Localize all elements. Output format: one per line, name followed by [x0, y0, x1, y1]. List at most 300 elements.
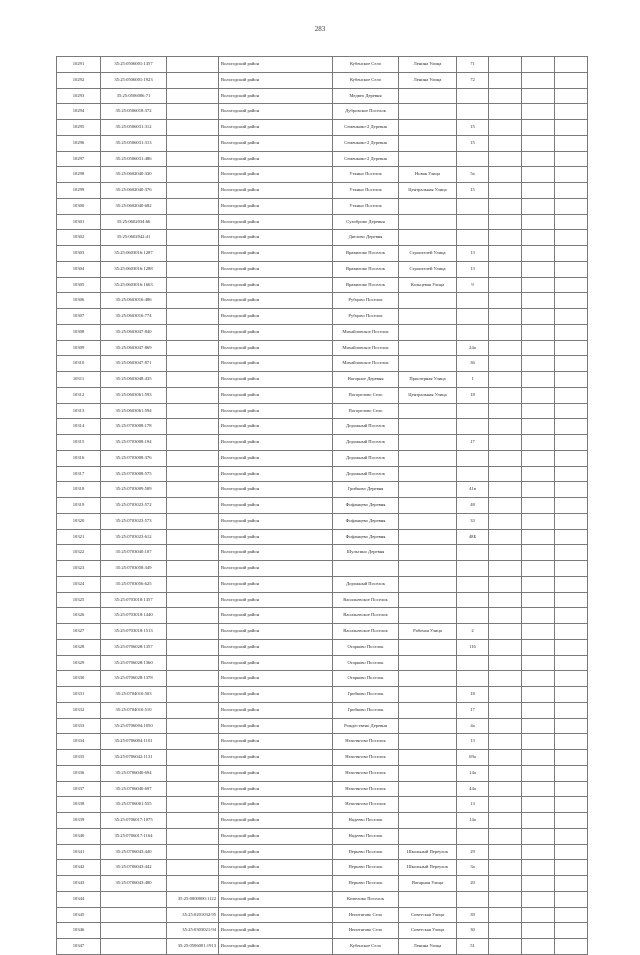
house-number-cell: 69а — [457, 750, 489, 766]
table-row — [57, 356, 588, 372]
empty-cell — [489, 907, 522, 923]
locality-cell: Уткино Поселок — [333, 167, 399, 183]
cadastral-number-alt-cell — [167, 876, 219, 892]
record-number-cell: 10333 — [57, 718, 101, 734]
street-cell: Кольцевая Улица — [399, 277, 457, 293]
record-number-cell: 10335 — [57, 750, 101, 766]
empty-cell — [555, 57, 588, 73]
empty-cell — [555, 765, 588, 781]
record-number-cell: 10347 — [57, 939, 101, 955]
empty-cell — [555, 403, 588, 419]
record-number-cell: 10291 — [57, 57, 101, 73]
empty-cell — [555, 435, 588, 451]
empty-cell — [489, 797, 522, 813]
cadastral-number-alt-cell — [167, 324, 219, 340]
empty-cell — [489, 372, 522, 388]
house-number-cell — [457, 104, 489, 120]
cadastral-number-cell: 35:25:0603061:594 — [101, 403, 167, 419]
table-row — [57, 781, 588, 797]
district-cell: Вологодский район — [219, 797, 333, 813]
empty-cell — [489, 340, 522, 356]
cadastral-number-cell: 35:25:0506001:1923 — [101, 72, 167, 88]
cadastral-number-cell: 35:25:0506018:372 — [101, 104, 167, 120]
registry-table — [56, 56, 588, 955]
table-row — [57, 293, 588, 309]
locality-cell: Семенково-2 Деревня — [333, 135, 399, 151]
house-number-cell — [457, 293, 489, 309]
house-number-cell: 9 — [457, 277, 489, 293]
empty-cell — [489, 482, 522, 498]
locality-cell: Непотягово Поселок — [333, 781, 399, 797]
cadastral-number-cell: 35:25:0603016:1288 — [101, 261, 167, 277]
district-cell: Вологодский район — [219, 261, 333, 277]
table-row — [57, 246, 588, 262]
table-row — [57, 450, 588, 466]
empty-cell — [555, 167, 588, 183]
cadastral-number-cell: 35:25:0602034:66 — [101, 214, 167, 230]
record-number-cell: 10310 — [57, 356, 101, 372]
street-cell: Строителей Улица — [399, 261, 457, 277]
locality-cell: Погорелово Село — [333, 387, 399, 403]
table-row — [57, 324, 588, 340]
empty-cell — [522, 781, 555, 797]
empty-cell — [522, 482, 555, 498]
cadastral-number-cell — [101, 907, 167, 923]
house-number-cell: 48 — [457, 498, 489, 514]
cadastral-number-alt-cell — [167, 372, 219, 388]
district-cell: Вологодский район — [219, 592, 333, 608]
house-number-cell — [457, 450, 489, 466]
cadastral-number-alt-cell — [167, 183, 219, 199]
cadastral-number-alt-cell — [167, 702, 219, 718]
cadastral-number-alt-cell — [167, 309, 219, 325]
house-number-cell: 4а — [457, 718, 489, 734]
street-cell: Ватарная Улица — [399, 876, 457, 892]
empty-cell — [489, 120, 522, 136]
record-number-cell: 10318 — [57, 482, 101, 498]
street-cell: Приозерная Улица — [399, 372, 457, 388]
district-cell: Вологодский район — [219, 198, 333, 214]
district-cell: Вологодский район — [219, 419, 333, 435]
cadastral-number-alt-cell — [167, 151, 219, 167]
cadastral-number-cell: 35:25:0506031:313 — [101, 135, 167, 151]
empty-cell — [489, 844, 522, 860]
empty-cell — [522, 513, 555, 529]
cadastral-number-alt-cell: 35:25:0201032:95 — [167, 907, 219, 923]
street-cell — [399, 293, 457, 309]
record-number-cell: 10331 — [57, 687, 101, 703]
table-row — [57, 734, 588, 750]
record-number-cell: 10320 — [57, 513, 101, 529]
street-cell — [399, 419, 457, 435]
cadastral-number-alt-cell — [167, 734, 219, 750]
district-cell: Вологодский район — [219, 498, 333, 514]
house-number-cell: 41в — [457, 482, 489, 498]
street-cell — [399, 734, 457, 750]
house-number-cell: 13 — [457, 246, 489, 262]
house-number-cell — [457, 592, 489, 608]
locality-cell: Семенково-2 Деревня — [333, 151, 399, 167]
cadastral-number-alt-cell — [167, 860, 219, 876]
empty-cell — [489, 592, 522, 608]
cadastral-number-cell: 35:25:0703008:178 — [101, 419, 167, 435]
cadastral-number-cell: 35:25:0706040:694 — [101, 765, 167, 781]
empty-cell — [555, 907, 588, 923]
house-number-cell — [457, 309, 489, 325]
empty-cell — [522, 876, 555, 892]
record-number-cell: 10322 — [57, 545, 101, 561]
cadastral-number-alt-cell — [167, 639, 219, 655]
locality-cell: Непотягово Село — [333, 923, 399, 939]
table-row — [57, 72, 588, 88]
empty-cell — [489, 687, 522, 703]
empty-cell — [489, 513, 522, 529]
house-number-cell: 13 — [457, 734, 489, 750]
district-cell: Вологодский район — [219, 151, 333, 167]
record-number-cell: 10317 — [57, 466, 101, 482]
cadastral-number-cell: 35:25:0703056:625 — [101, 576, 167, 592]
locality-cell: Дорожный Поселок — [333, 450, 399, 466]
house-number-cell: 48Б — [457, 529, 489, 545]
empty-cell — [555, 419, 588, 435]
empty-cell — [489, 466, 522, 482]
street-cell — [399, 513, 457, 529]
house-number-cell: 72 — [457, 72, 489, 88]
cadastral-number-alt-cell — [167, 828, 219, 844]
street-cell: Центральная Улица — [399, 183, 457, 199]
empty-cell — [522, 72, 555, 88]
district-cell: Вологодский район — [219, 135, 333, 151]
empty-cell — [555, 183, 588, 199]
table-row — [57, 309, 588, 325]
house-number-cell: 17 — [457, 435, 489, 451]
house-number-cell: 5а — [457, 167, 489, 183]
empty-cell — [489, 750, 522, 766]
house-number-cell: 44а — [457, 781, 489, 797]
table-row — [57, 482, 588, 498]
house-number-cell: 51 — [457, 939, 489, 955]
cadastral-number-alt-cell — [167, 797, 219, 813]
empty-cell — [555, 135, 588, 151]
empty-cell — [522, 923, 555, 939]
cadastral-number-alt-cell — [167, 813, 219, 829]
locality-cell: Дорожный Поселок — [333, 466, 399, 482]
empty-cell — [489, 608, 522, 624]
street-cell — [399, 120, 457, 136]
empty-cell — [555, 293, 588, 309]
empty-cell — [555, 750, 588, 766]
street-cell — [399, 356, 457, 372]
empty-cell — [489, 324, 522, 340]
empty-cell — [489, 356, 522, 372]
locality-cell: Рождествено Деревня — [333, 718, 399, 734]
house-number-cell — [457, 324, 489, 340]
table-row — [57, 797, 588, 813]
district-cell: Вологодский район — [219, 907, 333, 923]
empty-cell — [555, 813, 588, 829]
locality-cell: Непотягово Поселок — [333, 797, 399, 813]
table-row — [57, 198, 588, 214]
district-cell: Вологодский район — [219, 120, 333, 136]
empty-cell — [555, 198, 588, 214]
locality-cell: Сухоброво Деревня — [333, 214, 399, 230]
street-cell — [399, 687, 457, 703]
table-row — [57, 624, 588, 640]
house-number-cell: 18 — [457, 387, 489, 403]
cadastral-number-cell: 35:25:0706043:440 — [101, 844, 167, 860]
empty-cell — [489, 230, 522, 246]
record-number-cell: 10296 — [57, 135, 101, 151]
empty-cell — [555, 923, 588, 939]
locality-cell: Дорожный Поселок — [333, 435, 399, 451]
empty-cell — [522, 151, 555, 167]
cadastral-number-cell: 35:25:0703008:194 — [101, 435, 167, 451]
empty-cell — [555, 372, 588, 388]
empty-cell — [489, 828, 522, 844]
record-number-cell: 10325 — [57, 592, 101, 608]
district-cell: Вологодский район — [219, 576, 333, 592]
house-number-cell — [457, 828, 489, 844]
house-number-cell: 13 — [457, 261, 489, 277]
cadastral-number-alt-cell — [167, 277, 219, 293]
cadastral-number-alt-cell — [167, 592, 219, 608]
locality-cell: Дубровское Поселок — [333, 104, 399, 120]
cadastral-number-alt-cell — [167, 435, 219, 451]
empty-cell — [489, 671, 522, 687]
street-cell: Школьный Переулок — [399, 844, 457, 860]
cadastral-number-cell: 35:25:0704010:503 — [101, 687, 167, 703]
district-cell: Вологодский район — [219, 230, 333, 246]
empty-cell — [555, 876, 588, 892]
table-row — [57, 655, 588, 671]
cadastral-number-alt-cell — [167, 340, 219, 356]
record-number-cell: 10342 — [57, 860, 101, 876]
empty-cell — [555, 592, 588, 608]
empty-cell — [555, 797, 588, 813]
empty-cell — [555, 72, 588, 88]
empty-cell — [489, 545, 522, 561]
district-cell: Вологодский район — [219, 214, 333, 230]
cadastral-number-cell: 35:25:0603061:593 — [101, 387, 167, 403]
cadastral-number-alt-cell — [167, 198, 219, 214]
record-number-cell: 10303 — [57, 246, 101, 262]
record-number-cell: 10295 — [57, 120, 101, 136]
cadastral-number-alt-cell — [167, 135, 219, 151]
district-cell: Вологодский район — [219, 482, 333, 498]
empty-cell — [489, 813, 522, 829]
table-row — [57, 576, 588, 592]
street-cell: Центральная Улица — [399, 387, 457, 403]
empty-cell — [522, 324, 555, 340]
cadastral-number-alt-cell — [167, 718, 219, 734]
table-row — [57, 120, 588, 136]
cadastral-number-cell: 35:25:0602040:376 — [101, 183, 167, 199]
table-row — [57, 765, 588, 781]
record-number-cell: 10343 — [57, 876, 101, 892]
district-cell: Вологодский район — [219, 750, 333, 766]
district-cell: Вологодский район — [219, 687, 333, 703]
record-number-cell: 10292 — [57, 72, 101, 88]
empty-cell — [522, 120, 555, 136]
record-number-cell: 10300 — [57, 198, 101, 214]
empty-cell — [555, 120, 588, 136]
table-row — [57, 608, 588, 624]
street-cell: Ленина Улица — [399, 57, 457, 73]
district-cell: Вологодский район — [219, 309, 333, 325]
record-number-cell: 10344 — [57, 891, 101, 907]
street-cell: Советская Улица — [399, 923, 457, 939]
empty-cell — [489, 135, 522, 151]
house-number-cell: 15 — [457, 183, 489, 199]
district-cell: Вологодский район — [219, 876, 333, 892]
district-cell: Вологодский район — [219, 246, 333, 262]
empty-cell — [522, 797, 555, 813]
empty-cell — [522, 828, 555, 844]
cadastral-number-alt-cell — [167, 844, 219, 860]
street-cell — [399, 750, 457, 766]
empty-cell — [555, 702, 588, 718]
house-number-cell — [457, 214, 489, 230]
empty-cell — [555, 545, 588, 561]
district-cell: Вологодский район — [219, 765, 333, 781]
district-cell: Вологодский район — [219, 88, 333, 104]
table-row — [57, 813, 588, 829]
empty-cell — [555, 104, 588, 120]
empty-cell — [522, 545, 555, 561]
cadastral-number-alt-cell — [167, 450, 219, 466]
street-cell — [399, 797, 457, 813]
house-number-cell — [457, 419, 489, 435]
empty-cell — [489, 498, 522, 514]
cadastral-number-cell: 35:25:0706042:1131 — [101, 750, 167, 766]
locality-cell — [333, 561, 399, 577]
cadastral-number-cell: 35:25:0703008:376 — [101, 450, 167, 466]
table-row — [57, 750, 588, 766]
street-cell: Новая Улица — [399, 167, 457, 183]
table-row — [57, 687, 588, 703]
district-cell: Вологодский район — [219, 324, 333, 340]
record-number-cell: 10313 — [57, 403, 101, 419]
district-cell: Вологодский район — [219, 387, 333, 403]
empty-cell — [489, 309, 522, 325]
locality-cell: Михайловское Поселок — [333, 356, 399, 372]
locality-cell: Медвео Деревня — [333, 88, 399, 104]
empty-cell — [522, 592, 555, 608]
empty-cell — [522, 198, 555, 214]
cadastral-number-alt-cell — [167, 230, 219, 246]
street-cell — [399, 718, 457, 734]
empty-cell — [522, 340, 555, 356]
district-cell: Вологодский район — [219, 828, 333, 844]
cadastral-number-cell: 35:25:0703009:509 — [101, 482, 167, 498]
street-cell: Школьный Переулок — [399, 860, 457, 876]
locality-cell: Перьево Поселок — [333, 844, 399, 860]
house-number-cell: 20 — [457, 876, 489, 892]
empty-cell — [555, 734, 588, 750]
district-cell: Вологодский район — [219, 104, 333, 120]
empty-cell — [555, 482, 588, 498]
street-cell — [399, 529, 457, 545]
record-number-cell: 10339 — [57, 813, 101, 829]
street-cell — [399, 639, 457, 655]
cadastral-number-cell: 35:25:0706017:1164 — [101, 828, 167, 844]
empty-cell — [489, 293, 522, 309]
empty-cell — [522, 813, 555, 829]
empty-cell — [522, 639, 555, 655]
record-number-cell: 10307 — [57, 309, 101, 325]
empty-cell — [522, 608, 555, 624]
locality-cell: Вравилово Поселок — [333, 261, 399, 277]
table-row — [57, 718, 588, 734]
locality-cell: Рубцово Поселок — [333, 309, 399, 325]
table-row — [57, 923, 588, 939]
house-number-cell — [457, 545, 489, 561]
cadastral-number-cell: 35:25:0603016:1287 — [101, 246, 167, 262]
locality-cell: Непотягово Поселок — [333, 750, 399, 766]
cadastral-number-cell: 35:25:0506001:1357 — [101, 57, 167, 73]
cadastral-number-cell: 35:25:0703018:1440 — [101, 608, 167, 624]
record-number-cell: 10330 — [57, 671, 101, 687]
table-row — [57, 372, 588, 388]
table-row — [57, 230, 588, 246]
district-cell: Вологодский район — [219, 923, 333, 939]
table-row — [57, 261, 588, 277]
empty-cell — [522, 214, 555, 230]
empty-cell — [489, 655, 522, 671]
street-cell — [399, 781, 457, 797]
record-number-cell: 10297 — [57, 151, 101, 167]
table-row — [57, 561, 588, 577]
cadastral-number-cell: 35:25:0706017:1075 — [101, 813, 167, 829]
cadastral-number-alt-cell: 35:25:0000000:1122 — [167, 891, 219, 907]
empty-cell — [555, 576, 588, 592]
empty-cell — [522, 356, 555, 372]
record-number-cell: 10305 — [57, 277, 101, 293]
locality-cell: Нагорное Деревня — [333, 372, 399, 388]
empty-cell — [489, 639, 522, 655]
district-cell: Вологодский район — [219, 639, 333, 655]
house-number-cell: 116 — [457, 639, 489, 655]
street-cell: Ленина Улица — [399, 939, 457, 955]
cadastral-number-alt-cell — [167, 608, 219, 624]
cadastral-number-cell: 35:25:0603016:774 — [101, 309, 167, 325]
street-cell — [399, 765, 457, 781]
empty-cell — [522, 277, 555, 293]
locality-cell: Дятлово Деревня — [333, 230, 399, 246]
house-number-cell: 3а — [457, 860, 489, 876]
locality-cell: Васильевское Поселок — [333, 592, 399, 608]
empty-cell — [522, 372, 555, 388]
empty-cell — [555, 277, 588, 293]
empty-cell — [489, 151, 522, 167]
locality-cell: Огарково Поселок — [333, 639, 399, 655]
empty-cell — [555, 88, 588, 104]
locality-cell: Дорожный Поселок — [333, 419, 399, 435]
empty-cell — [489, 876, 522, 892]
street-cell — [399, 151, 457, 167]
locality-cell: Грибково Поселок — [333, 687, 399, 703]
district-cell: Вологодский район — [219, 372, 333, 388]
table-row — [57, 466, 588, 482]
table-row — [57, 403, 588, 419]
cadastral-number-cell: 35:25:0706028:1378 — [101, 671, 167, 687]
cadastral-number-cell: 35:25:0706043:480 — [101, 876, 167, 892]
empty-cell — [522, 183, 555, 199]
locality-cell: Надеево Поселок — [333, 813, 399, 829]
house-number-cell: 14а — [457, 813, 489, 829]
district-cell: Вологодский район — [219, 608, 333, 624]
table-row — [57, 135, 588, 151]
